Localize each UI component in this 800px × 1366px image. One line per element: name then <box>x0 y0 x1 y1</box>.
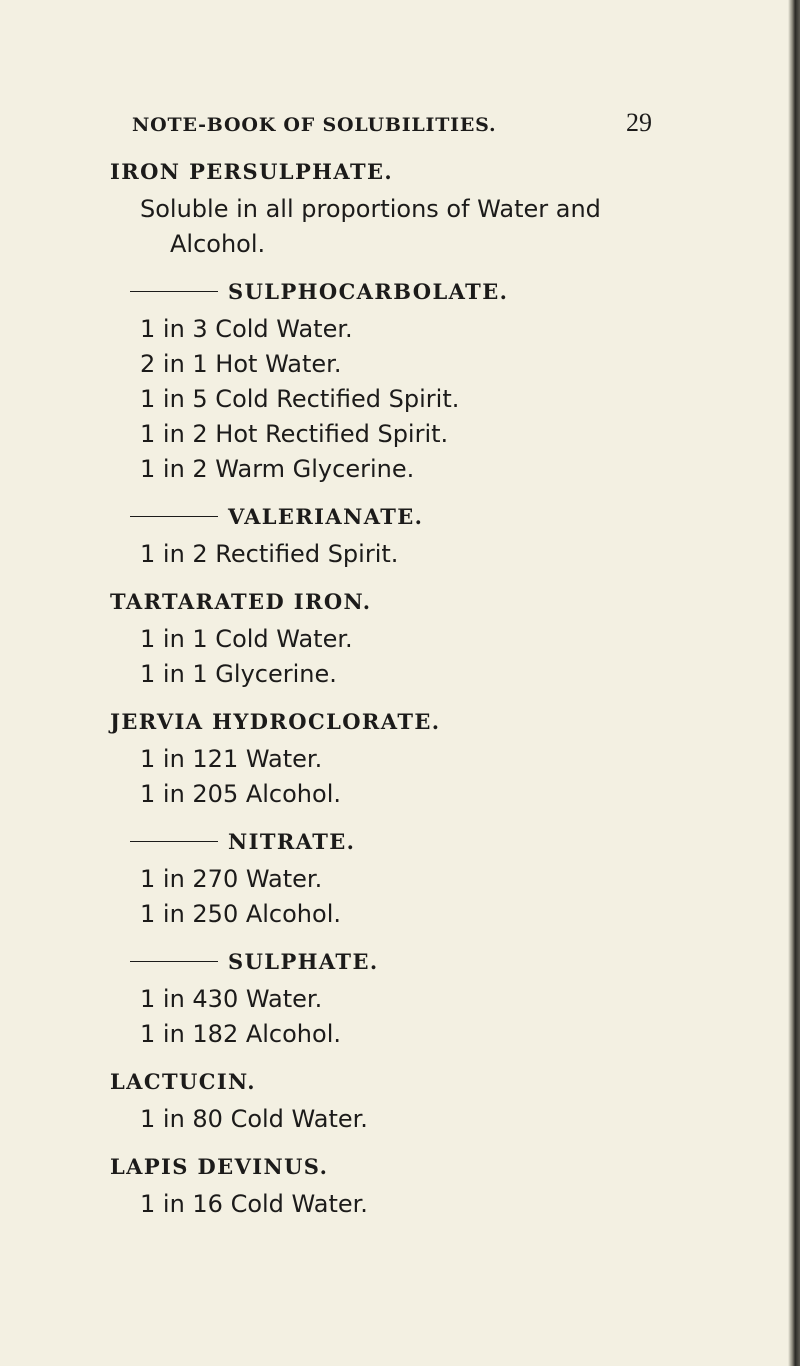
solubility-entry: 1 in 3 Cold Water. <box>140 315 353 343</box>
solubility-entry: 1 in 430 Water. <box>140 985 323 1013</box>
solubility-entry: 1 in 270 Water. <box>140 865 323 893</box>
solubility-entry: 1 in 16 Cold Water. <box>140 1190 368 1218</box>
page-content <box>110 152 670 1222</box>
section-heading <box>110 702 670 742</box>
solubility-entry: Alcohol. <box>170 230 266 258</box>
page-binding-edge <box>788 0 800 1366</box>
solubility-entry: 1 in 2 Hot Rectified Spirit. <box>140 420 449 448</box>
section-heading-text: LACTUCIN. <box>110 1069 257 1094</box>
running-head <box>132 108 652 142</box>
ditto-dash <box>130 516 218 517</box>
ditto-dash <box>130 841 218 842</box>
ditto-dash <box>130 961 218 962</box>
solubility-entry: 1 in 1 Cold Water. <box>140 625 353 653</box>
section-heading <box>110 582 670 622</box>
solubility-entry: 1 in 182 Alcohol. <box>140 1020 341 1048</box>
solubility-entry: 1 in 2 Warm Glycerine. <box>140 455 415 483</box>
solubility-entry: 1 in 80 Cold Water. <box>140 1105 368 1133</box>
section-heading-text: NITRATE. <box>228 829 356 854</box>
section-heading <box>130 822 670 862</box>
section-heading-text: SULPHOCARBOLATE. <box>228 279 509 304</box>
ditto-dash <box>130 291 218 292</box>
section-heading <box>110 152 670 192</box>
section-heading-text: LAPIS DEVINUS. <box>110 1154 329 1179</box>
section-heading-text: IRON PERSULPHATE. <box>110 159 394 184</box>
section-heading <box>130 272 670 312</box>
section-heading-text: TARTARATED IRON. <box>110 589 372 614</box>
section-heading <box>110 1062 670 1102</box>
solubility-entry: 1 in 2 Rectified Spirit. <box>140 540 399 568</box>
solubility-entry: 1 in 1 Glycerine. <box>140 660 337 688</box>
page-number: 29 <box>626 108 652 137</box>
solubility-entry: Soluble in all proportions of Water and <box>140 195 601 223</box>
running-head-title: NOTE-BOOK OF SOLUBILITIES. <box>132 114 497 136</box>
section-heading-text: VALERIANATE. <box>228 504 424 529</box>
solubility-entry: 2 in 1 Hot Water. <box>140 350 342 378</box>
solubility-entry: 1 in 205 Alcohol. <box>140 780 341 808</box>
solubility-entry: 1 in 250 Alcohol. <box>140 900 341 928</box>
solubility-entry: 1 in 5 Cold Rectified Spirit. <box>140 385 460 413</box>
section-heading <box>110 1147 670 1187</box>
section-heading-text: JERVIA HYDROCLORATE. <box>110 709 441 734</box>
solubility-entry: 1 in 121 Water. <box>140 745 323 773</box>
section-heading <box>130 942 670 982</box>
section-heading-text: SULPHATE. <box>228 949 379 974</box>
section-heading <box>130 497 670 537</box>
